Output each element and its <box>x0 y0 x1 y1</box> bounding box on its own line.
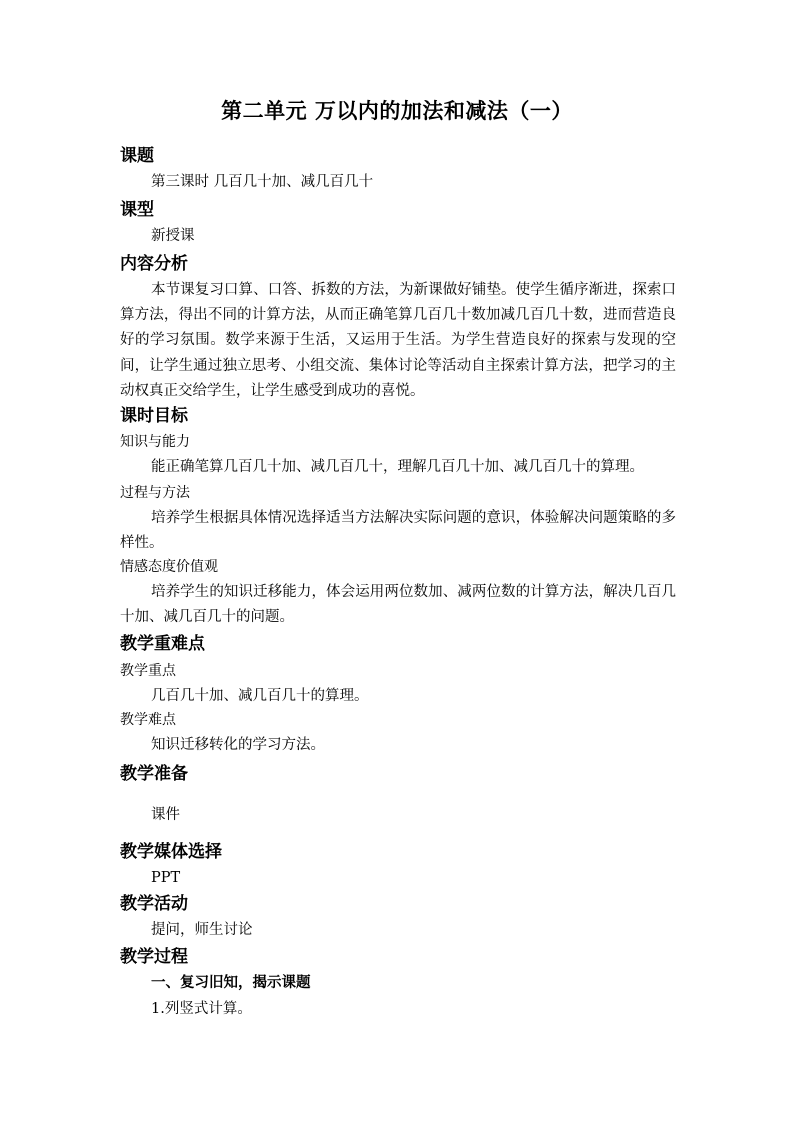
process-step-1-item-1: 1.列竖式计算。 <box>151 1001 252 1017</box>
objective-text-knowledge: 能正确笔算几百几十加、减几百几十，理解几百几十加、减几百几十的算理。 <box>151 459 644 475</box>
topic-text: 第三课时 几百几十加、减几百几十 <box>151 174 374 190</box>
section-heading-key-points: 教学重难点 <box>120 634 205 654</box>
content-analysis-paragraph: 本节课复习口算、口答、拆数的方法，为新课做好铺垫。使学生循序渐进，探索口算方法，得出不同的计算方法，从而正确笔算几百几十数加减几百几十数，进而营造良好的学习氛围。数学来源于生活，又运用于生活。为学生营造良好的探索与发现的空间，让学生通过独立思考、小组交流、集体讨论等活动自主探索计算方法，把学习的主动权真正交给学生，让学生感受到成功的喜悦。 <box>120 282 676 399</box>
section-heading-content-analysis: 内容分析 <box>120 254 188 274</box>
objective-label-process: 过程与方法 <box>120 485 190 501</box>
media-text: PPT <box>151 870 181 886</box>
section-heading-lesson-type: 课型 <box>120 200 154 220</box>
objective-label-knowledge: 知识与能力 <box>120 434 190 450</box>
section-heading-activities: 教学活动 <box>120 894 188 914</box>
key-point-text: 几百几十加、减几百几十的算理。 <box>151 688 369 704</box>
objective-text-process: 培养学生根据具体情况选择适当方法解决实际问题的意识，体验解决问题策略的多样性。 <box>120 510 676 552</box>
document-title: 第二单元 万以内的加法和减法（一） <box>221 99 573 123</box>
section-heading-media: 教学媒体选择 <box>120 842 222 862</box>
section-heading-process: 教学过程 <box>120 947 188 967</box>
objective-label-attitude: 情感态度价值观 <box>120 559 218 575</box>
section-heading-objectives: 课时目标 <box>120 406 188 426</box>
section-heading-preparation: 教学准备 <box>120 764 188 784</box>
section-heading-topic: 课题 <box>120 146 154 166</box>
activities-text: 提问，师生讨论 <box>151 922 253 938</box>
difficulty-text: 知识迁移转化的学习方法。 <box>151 737 325 753</box>
preparation-text: 课件 <box>151 807 180 823</box>
difficulty-label: 教学难点 <box>120 712 176 728</box>
objective-text-attitude: 培养学生的知识迁移能力，体会运用两位数加、减两位数的计算方法，解决几百几十加、减几百几十的问题。 <box>120 584 676 626</box>
key-point-label: 教学重点 <box>120 663 176 679</box>
lesson-type-text: 新授课 <box>151 228 195 244</box>
process-step-1: 一、复习旧知，揭示课题 <box>151 975 311 991</box>
